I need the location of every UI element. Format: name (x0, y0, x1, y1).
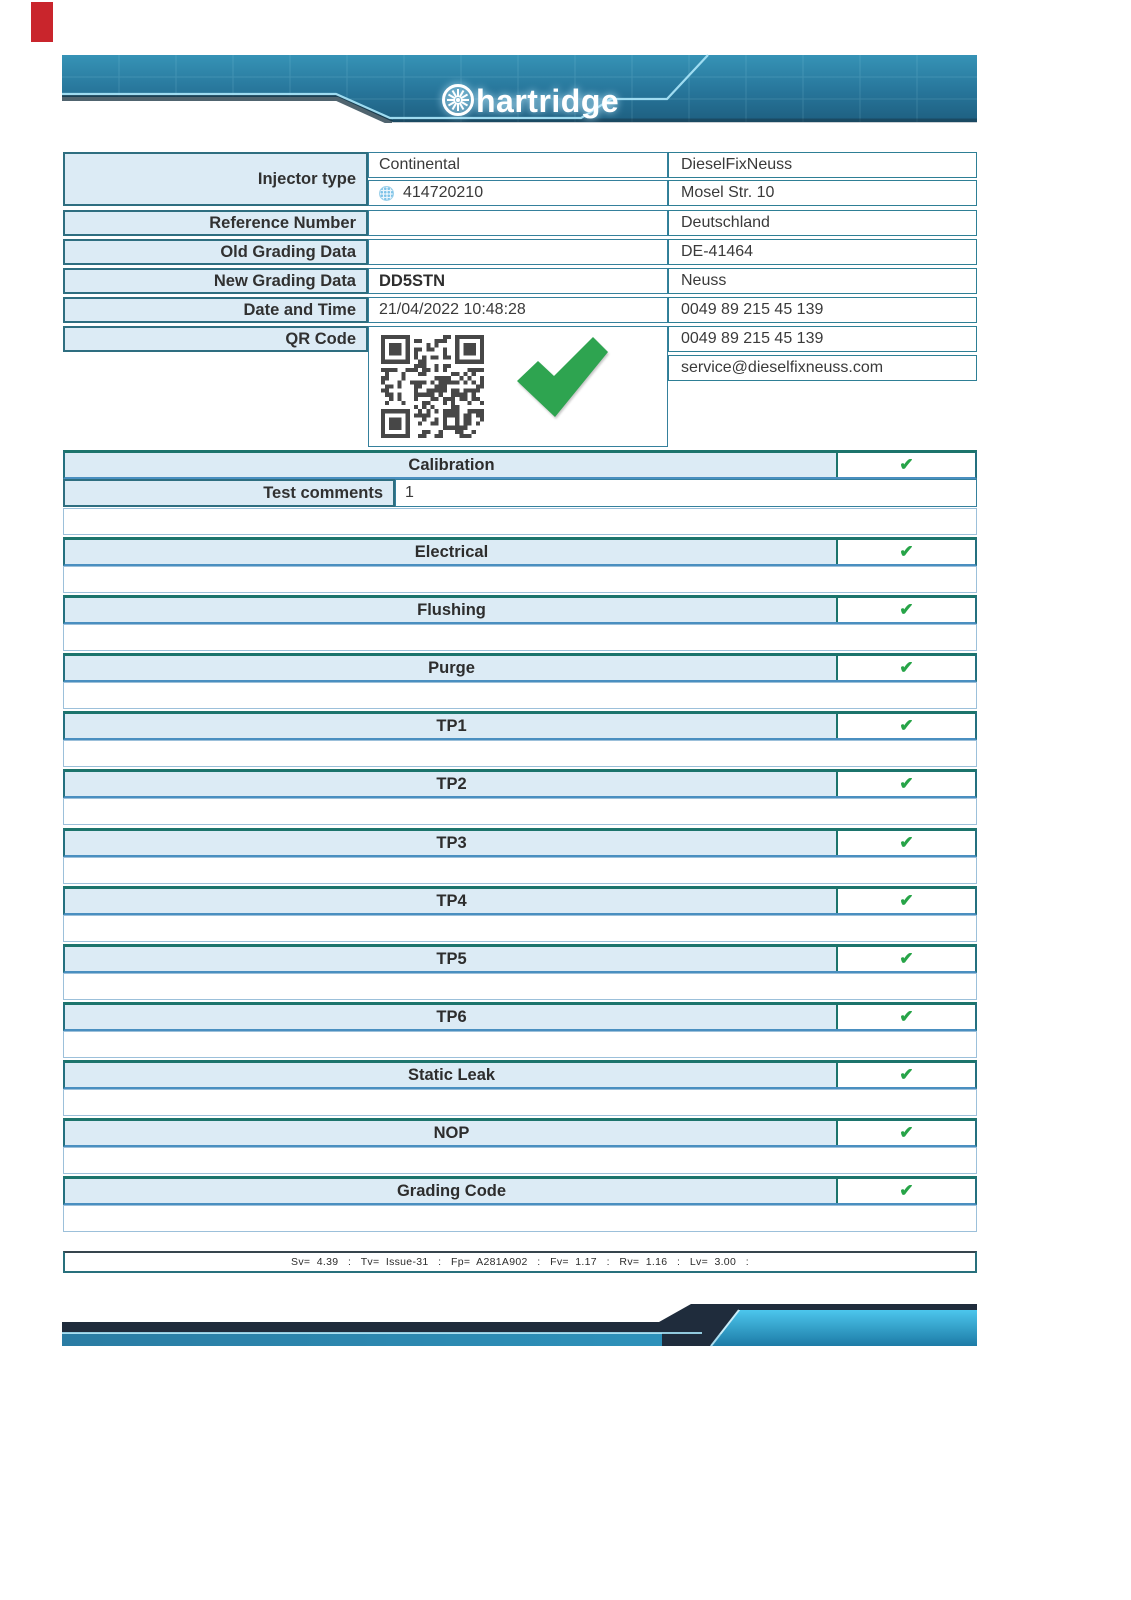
test-row-electrical (63, 537, 977, 566)
pass-check-icon: ✔ (836, 772, 975, 796)
test-label: TP6 (436, 1007, 467, 1026)
pass-check-icon: ✔ (836, 1121, 975, 1145)
test-label: NOP (433, 1123, 470, 1142)
pass-check-icon: ✔ (836, 540, 975, 564)
spacer-row (63, 857, 977, 884)
spacer-row (63, 566, 977, 593)
dotted-sphere-icon (379, 186, 394, 201)
pass-check-icon: ✔ (836, 598, 975, 622)
workshop-street: Mosel Str. 10 (668, 180, 977, 206)
test-row-calibration (63, 450, 977, 479)
workshop-phone-2: 0049 89 215 45 139 (668, 326, 977, 352)
test-label: Grading Code (396, 1181, 507, 1200)
spacer-row (63, 1089, 977, 1116)
test-label: TP2 (436, 774, 467, 793)
workshop-postcode: DE-41464 (668, 239, 977, 265)
pass-check-icon: ✔ (836, 889, 975, 913)
value-date-time: 21/04/2022 10:48:28 (368, 297, 668, 323)
header-banner (62, 53, 977, 123)
value-new-grading: DD5STN (368, 268, 668, 294)
pass-check-icon: ✔ (836, 831, 975, 855)
test-row-grading-code (63, 1176, 977, 1205)
big-check-icon (511, 333, 611, 423)
test-row-tp6 (63, 1002, 977, 1031)
spacer-row (63, 1031, 977, 1058)
test-row-tp1 (63, 711, 977, 740)
test-comments-label: Test comments (63, 479, 395, 507)
test-label: Purge (428, 658, 475, 677)
spacer-row (63, 1147, 977, 1174)
workshop-phone-1: 0049 89 215 45 139 (668, 297, 977, 323)
pass-check-icon: ✔ (836, 947, 975, 971)
spacer-row (63, 973, 977, 1000)
footer-version-text: Sv= 4.39 : Tv= Issue-31 : Fp= A281A902 : Fv= 1.17 : Rv= 1.16 : Lv= 3.00 : (291, 1256, 749, 1268)
pass-check-icon: ✔ (836, 1179, 975, 1203)
workshop-country: Deutschland (668, 210, 977, 236)
red-scan-mark (31, 2, 53, 42)
footer-accent-line (62, 1332, 702, 1334)
footer-blue-slab (712, 1310, 977, 1346)
test-label: TP3 (436, 833, 467, 852)
spacer-row (63, 682, 977, 709)
qr-code (381, 335, 484, 438)
workshop-city: Neuss (668, 268, 977, 294)
test-label: Calibration (408, 455, 495, 474)
logo-text: hartridge (476, 83, 620, 119)
injector-id-text: 414720210 (403, 184, 484, 201)
label-date-time: Date and Time (63, 297, 368, 323)
test-row-tp3 (63, 828, 977, 857)
pass-check-icon: ✔ (836, 1063, 975, 1087)
test-row-flushing (63, 595, 977, 624)
test-row-tp5 (63, 944, 977, 973)
label-new-grading: New Grading Data (63, 268, 368, 294)
turbine-icon (444, 86, 473, 115)
test-label: TP1 (436, 716, 467, 735)
label-qr-code: QR Code (63, 326, 368, 352)
pass-check-icon: ✔ (836, 1005, 975, 1029)
pass-check-icon: ✔ (836, 714, 975, 738)
test-label: TP5 (436, 949, 467, 968)
workshop-name: DieselFixNeuss (668, 152, 977, 178)
label-injector-type: Injector type (63, 152, 368, 206)
qr-cell (368, 326, 668, 447)
test-label: Electrical (414, 542, 489, 561)
pass-check-icon: ✔ (836, 656, 975, 680)
test-row-tp4 (63, 886, 977, 915)
spacer-row (63, 915, 977, 942)
value-old-grading (368, 239, 668, 265)
spacer-row (63, 1205, 977, 1232)
test-label: Static Leak (407, 1065, 496, 1084)
test-label: Flushing (417, 600, 486, 619)
test-row-tp2 (63, 769, 977, 798)
value-injector-id (368, 180, 668, 206)
label-old-grading: Old Grading Data (63, 239, 368, 265)
workshop-email: service@dieselfixneuss.com (668, 355, 977, 381)
test-row-static-leak (63, 1060, 977, 1089)
pass-check-icon: ✔ (836, 453, 975, 477)
test-row-purge (63, 653, 977, 682)
value-injector-make: Continental (368, 152, 668, 178)
banner-dark-step (62, 98, 392, 123)
spacer-row (63, 508, 977, 535)
label-reference-number: Reference Number (63, 210, 368, 236)
spacer-row (63, 740, 977, 767)
spacer-row (63, 624, 977, 651)
test-row-nop (63, 1118, 977, 1147)
test-label: TP4 (436, 891, 467, 910)
spacer-row (63, 798, 977, 825)
footer-banner (62, 1300, 977, 1352)
footer-version-box (63, 1251, 977, 1273)
value-reference-number (368, 210, 668, 236)
test-comments-value: 1 (395, 479, 977, 507)
